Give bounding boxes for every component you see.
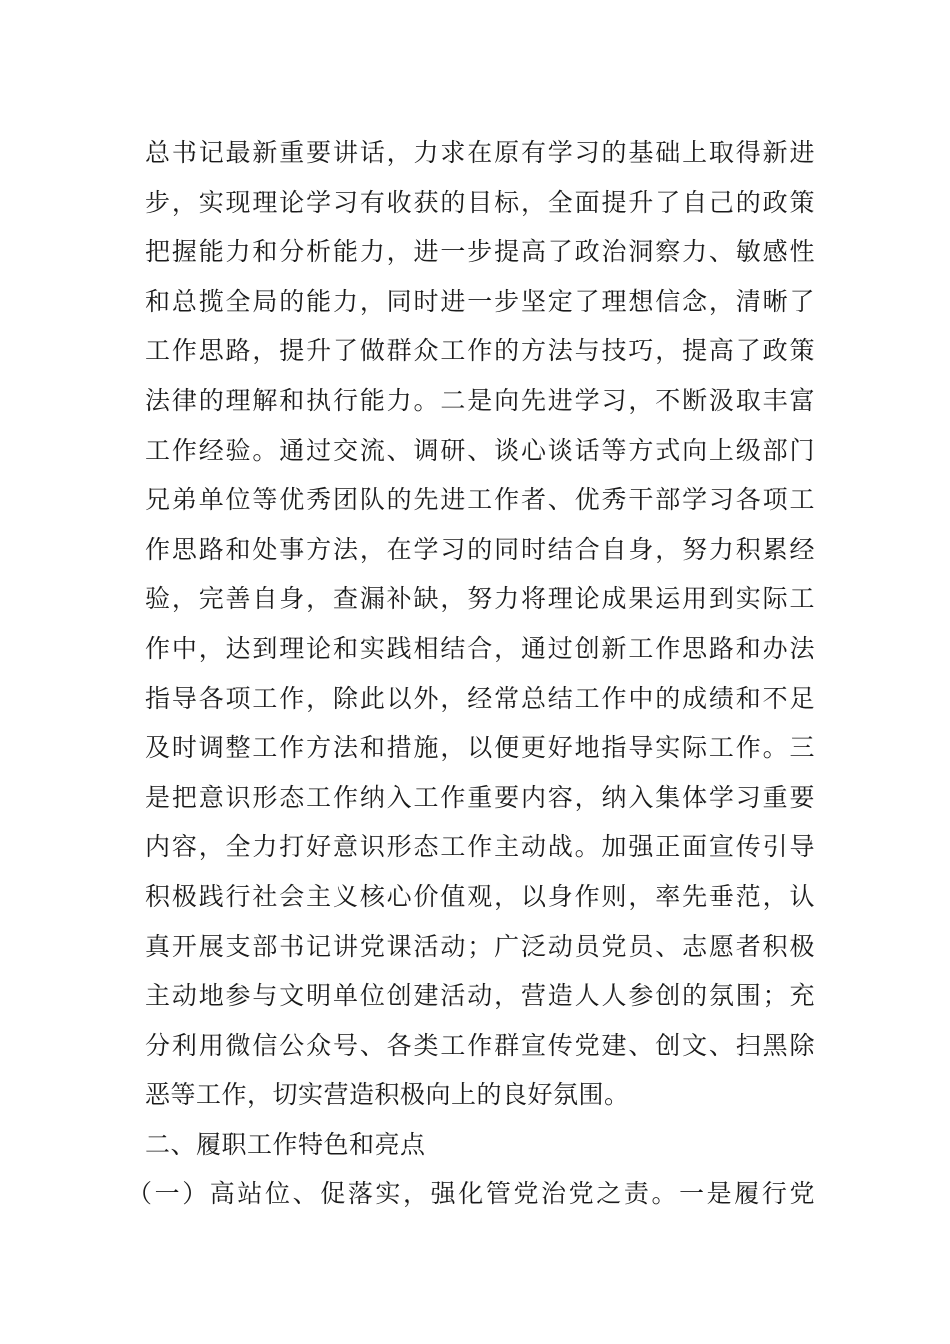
text-line-13: 及时调整工作方法和措施，以便更好地指导实际工作。三: [145, 733, 815, 763]
text-line-8: 兄弟单位等优秀团队的先进工作者、优秀干部学习各项工: [145, 485, 815, 515]
text-line-1: 总书记最新重要讲话，力求在原有学习的基础上取得新进: [145, 138, 815, 167]
text-line-17: 真开展支部书记讲党课活动；广泛动员党员、志愿者积极: [145, 931, 815, 961]
text-line-6: 法律的理解和执行能力。二是向先进学习，不断汲取丰富: [145, 385, 815, 415]
text-line-2: 步，实现理论学习有收获的目标，全面提升了自己的政策: [145, 187, 815, 217]
text-line-11: 作中，达到理论和实践相结合，通过创新工作思路和办法: [145, 633, 815, 663]
text-line-7: 工作经验。通过交流、调研、谈心谈话等方式向上级部门: [145, 435, 815, 465]
text-line-20: 恶等工作，切实营造积极向上的良好氛围。: [145, 1080, 630, 1110]
text-line-9: 作思路和处事方法，在学习的同时结合自身，努力积累经: [145, 534, 815, 564]
text-line-15: 内容，全力打好意识形态工作主动战。加强正面宣传引导: [145, 832, 815, 862]
body-text: [127, 128, 815, 1219]
text-line-10: 验，完善自身，查漏补缺，努力将理论成果运用到实际工: [145, 584, 815, 614]
subsection-first-line: （一）高站位、促落实，强化管党治党之责。一是履行党: [127, 1179, 815, 1209]
section-heading: 二、履职工作特色和亮点: [145, 1129, 426, 1159]
text-line-3: 把握能力和分析能力，进一步提高了政治洞察力、敏感性: [145, 237, 815, 267]
text-line-19: 分利用微信公众号、各类工作群宣传党建、创文、扫黑除: [145, 1030, 815, 1060]
text-line-12: 指导各项工作，除此以外，经常总结工作中的成绩和不足: [145, 683, 815, 713]
text-line-4: 和总揽全局的能力，同时进一步坚定了理想信念，清晰了: [145, 286, 815, 316]
text-line-18: 主动地参与文明单位创建活动，营造人人参创的氛围；充: [145, 981, 815, 1011]
text-line-5: 工作思路，提升了做群众工作的方法与技巧，提高了政策: [145, 336, 815, 366]
text-line-16: 积极践行社会主义核心价值观，以身作则，率先垂范，认: [145, 881, 815, 911]
text-line-14: 是把意识形态工作纳入工作重要内容，纳入集体学习重要: [145, 782, 815, 812]
